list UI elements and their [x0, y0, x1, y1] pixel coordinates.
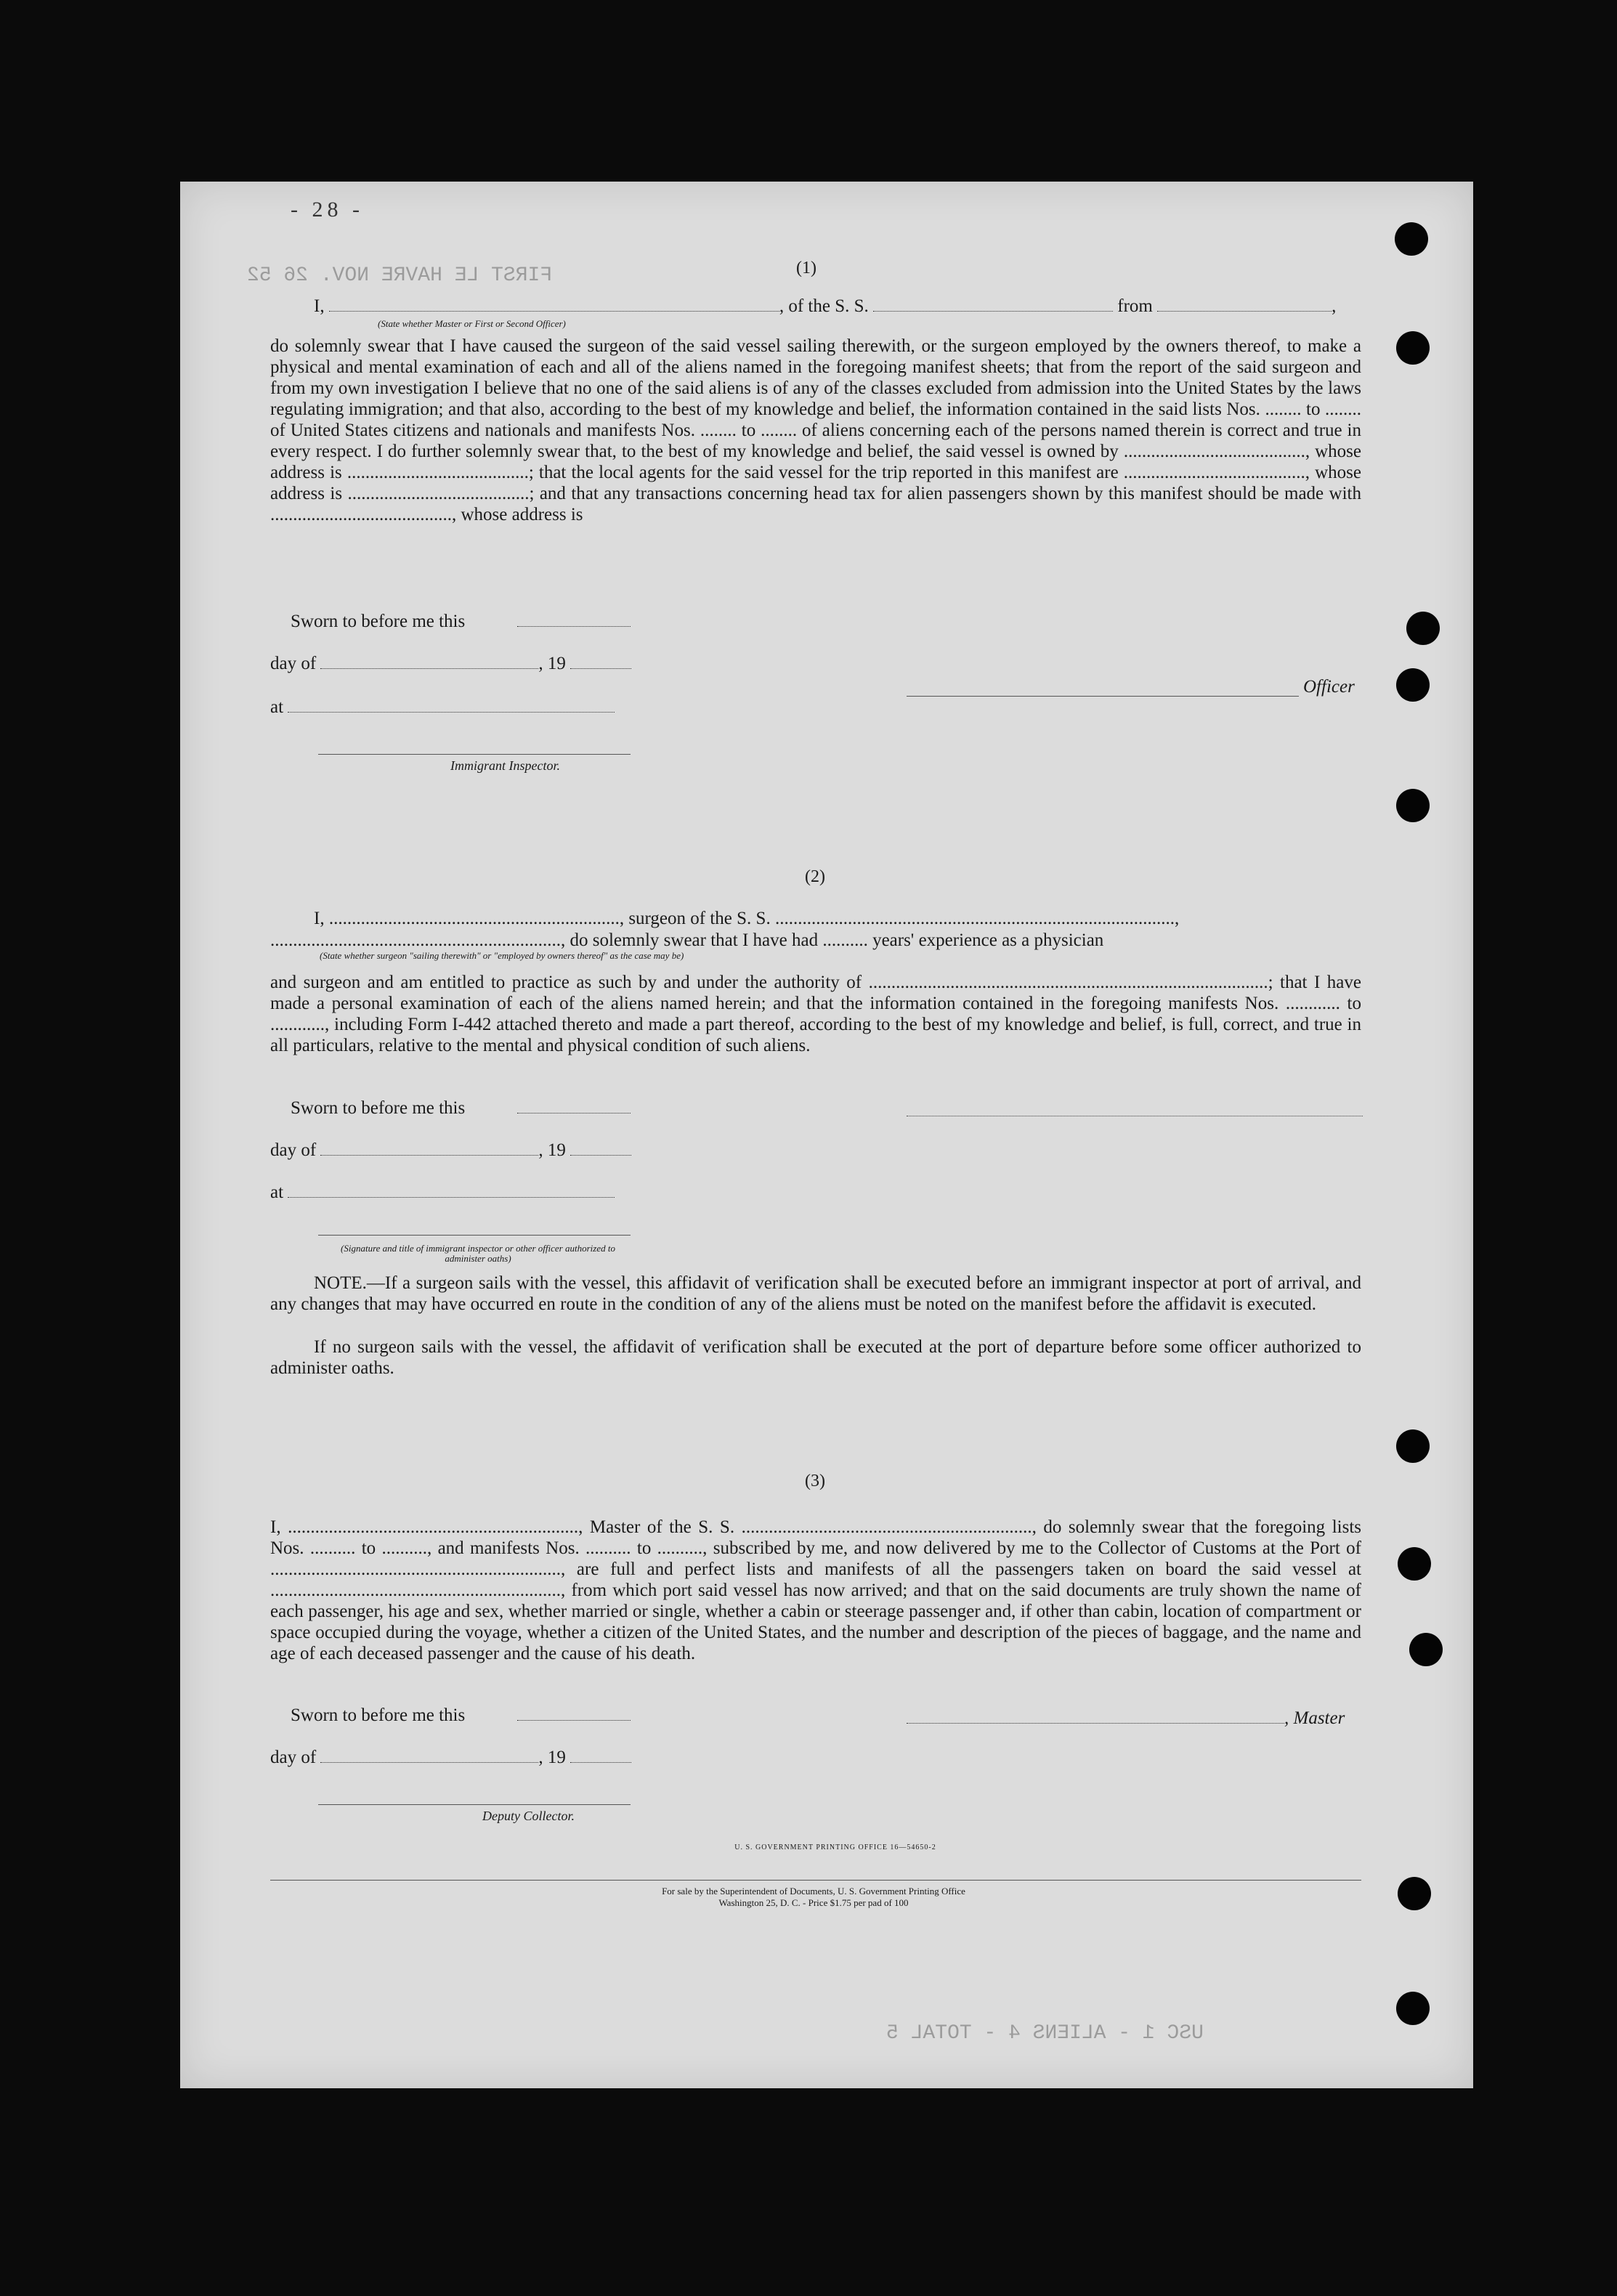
signature-caption: (Signature and title of immigrant inspector or other officer authorized to administer oaths) — [341, 1243, 615, 1264]
rank-caption: (State whether Master or First or Second Officer) — [378, 318, 566, 329]
inspector-signature-line — [318, 1235, 631, 1236]
inspector-signature-line — [318, 754, 631, 755]
binder-hole — [1398, 1547, 1431, 1581]
page-number: - 28 - — [291, 198, 364, 222]
master-signature: , Master — [907, 1708, 1345, 1729]
section-3-body: I, ................................................................, Master of the S. S. ................................................................, do solemnly swear that the foregoing lists Nos. .......... to .........., and manifests Nos. .......... to .........., subscribed by me, and now delivered by me to the Collector of Customs at the Port of ................................................................, are full and perfect lists and manifests of all the passengers taken on board the said vessel at ................................................................, from which port said vessel has now arrived; and that on the said documents are truly shown the name of each passenger, his age and sex, whether married or single, whether a cabin or steerage passenger and, if other than cabin, location of compartment or space occupied during the voyage, whether a citizen of the United States, and the number and description of the pieces of baggage, and the name and age of each deceased passenger and the cause of his death. — [270, 1517, 1361, 1663]
sworn-fill — [517, 1705, 631, 1726]
section-1-body: do solemnly swear that I have caused the surgeon of the said vessel sailing therewith, or the surgeon employed by the owners thereof, to make a physical and mental examination of each and all of the aliens named in the foregoing manifest sheets; that from the report of the said surgeon and from my own investigation I believe that no one of the said aliens is of any of the classes excluded from admission into the United States by the laws regulating immigration; and that also, according to the best of my knowledge and belief, the information contained in the said lists Nos. ........ to ........ of United States citizens and nationals and manifests Nos. ........ to ........ of aliens concerning each of the persons named therein is correct and true in every respect. I do further solemnly swear that, to the best of my knowledge and belief, the said vessel is owned by ........................................, whose address is ........................................; that the local agents for the said vessel for the trip reported in this manifest are ........................................, whose address is ........................................; and that any transactions concerning head tax for alien passengers shown by this manifest should be made with ........................................, whose address is — [270, 336, 1361, 524]
officer-label: Officer — [1303, 677, 1355, 697]
binder-hole — [1396, 1992, 1430, 2025]
at-label: at — [270, 1183, 615, 1203]
binder-hole — [1395, 222, 1428, 256]
binder-hole — [1396, 789, 1430, 822]
officer-signature-line — [907, 696, 1299, 697]
sworn-label: Sworn to before me this — [291, 612, 466, 631]
collector-signature-line — [318, 1804, 631, 1805]
footer-rule — [270, 1880, 1361, 1881]
gpo-imprint: U. S. GOVERNMENT PRINTING OFFICE 16—54650-2 — [734, 1843, 936, 1851]
binder-hole — [1396, 1429, 1430, 1463]
section-1-intro: I, , of the S. S. from , — [314, 296, 1337, 316]
binder-hole — [1409, 1633, 1443, 1666]
binder-hole — [1396, 668, 1430, 702]
sworn-fill — [517, 612, 631, 632]
day-label: day of , 19 — [270, 1748, 631, 1768]
binder-hole — [1398, 1877, 1431, 1910]
sworn-label: Sworn to before me this — [291, 1705, 466, 1725]
section-2-line1: I, ................................................................, surgeon of the S. S. ........................................................................................, — [314, 909, 1180, 928]
note-1: NOTE.—If a surgeon sails with the vessel, this affidavit of verification shall be executed before an immigrant inspector at port of arrival, and any changes that may have occurred en route in the condition of any of the aliens must be noted on the manifest before the affidavit is executed. — [270, 1273, 1361, 1314]
sale-line-1: For sale by the Superintendent of Documents, U. S. Government Printing Office — [662, 1886, 965, 1897]
section-2-body: and surgeon and am entitled to practice as such by and under the authority of ........................................................................................; that I have made a personal examination of each of the aliens named herein; and that the information contained in the foregoing manifests Nos. ............ to ............, including Form I-442 attached thereto and made a part thereof, according to the best of my knowledge and belief, is full, correct, and true in all particulars, relative to the mental and physical condition of such aliens. — [270, 973, 1361, 1055]
binder-hole — [1406, 612, 1440, 645]
binder-hole — [1396, 331, 1430, 365]
day-label: day of , 19 — [270, 654, 631, 674]
section-1-number: (1) — [796, 259, 816, 277]
section-2-number: (2) — [805, 867, 825, 886]
section-2-line2: ................................................................, do solemnly swear that I have had .......... years' experience as a physician — [270, 930, 1104, 950]
bleed-through-text: FIRST LE HAVRE NOV. 26 52 — [247, 264, 553, 287]
surgeon-caption: (State whether surgeon "sailing therewith" or "employed by owners thereof" as the case may be) — [320, 950, 684, 961]
day-label: day of , 19 — [270, 1140, 631, 1161]
sworn-label: Sworn to before me this — [291, 1098, 466, 1118]
bleed-through-text: USC 1 - ALIENS 4 - TOTAL 5 — [886, 2022, 1204, 2045]
note-2: If no surgeon sails with the vessel, the affidavit of verification shall be executed at the port of departure before some officer authorized to administer oaths. — [270, 1337, 1361, 1378]
inspector-label: Immigrant Inspector. — [450, 758, 560, 773]
at-label: at — [270, 697, 615, 718]
collector-label: Deputy Collector. — [482, 1809, 575, 1823]
section-3-number: (3) — [805, 1472, 825, 1490]
sale-line-2: Washington 25, D. C. - Price $1.75 per pad of 100 — [718, 1897, 909, 1908]
sworn-fill — [517, 1098, 631, 1119]
